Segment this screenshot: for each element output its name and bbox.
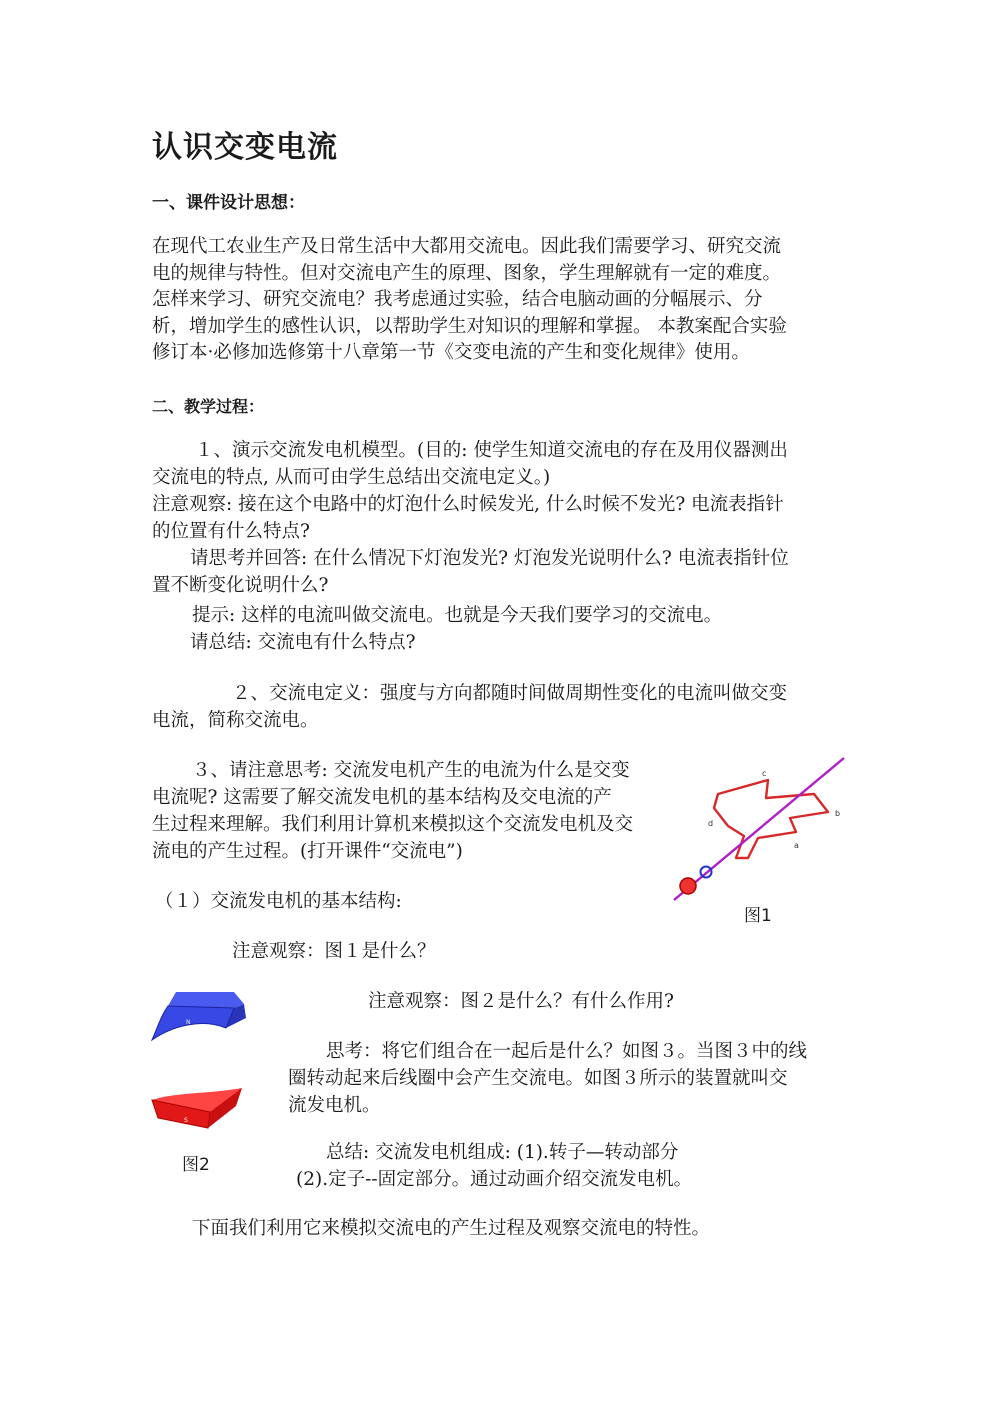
magnet-n-face: [152, 1006, 234, 1040]
magnet-n-label: N: [186, 1019, 191, 1026]
section1-line: 修订本·必修加选修第十八章第一节《交变电流的产生和变化规律》使用。: [152, 342, 750, 363]
structure-heading: （１）交流发电机的基本结构:: [155, 891, 402, 912]
section1-line: 在现代工农业生产及日常生活中大都用交流电。因此我们需要学习、研究交流: [152, 236, 782, 257]
step3-line: 电流呢? 这需要了解交流发电机的基本结构及交电流的产: [152, 787, 612, 808]
rotation-axis: [674, 758, 844, 900]
step1-line: 请总结: 交流电有什么特点?: [190, 632, 416, 653]
section2-heading: 二、教学过程：: [152, 397, 265, 416]
section1-line: 怎样来学习、研究交流电？我考虑通过实验，结合电脑动画的分幅展示、分: [152, 289, 763, 310]
figure2-drawing: [150, 988, 250, 1138]
summary-line: 总结: 交流发电机组成: (1).转子—转动部分: [326, 1142, 679, 1163]
figure1: [670, 750, 860, 925]
think-line: 思考：将它们组合在一起后是什么？如图３。当图３中的线: [326, 1041, 808, 1062]
slip-ring-red: [680, 878, 696, 894]
figure2-caption: 图2: [182, 1155, 210, 1175]
step1-line: １、演示交流发电机模型。(目的: 使学生知道交流电的存在及用仪器测出: [195, 440, 788, 461]
step2-line: 电流，简称交流电。: [152, 710, 319, 731]
figure1-caption: 图1: [744, 906, 772, 926]
coil-label-a: a: [794, 841, 799, 850]
summary-line: (2).定子--固定部分。通过动画介绍交流发电机。: [296, 1169, 693, 1190]
observe-figure1: 注意观察：图１是什么？: [232, 941, 436, 962]
step1-line: 置不断变化说明什么?: [152, 575, 329, 596]
section1-paragraph: [152, 234, 852, 367]
magnet-s-label: S: [184, 1117, 188, 1124]
magnet-n-top: [168, 992, 244, 1008]
step1-line: 提示: 这样的电流叫做交流电。也就是今天我们要学习的交流电。: [192, 605, 723, 626]
step3-line: 生过程来理解。我们利用计算机来模拟这个交流发电机及交: [152, 814, 634, 835]
think-line: 流发电机。: [288, 1095, 381, 1116]
page-title: 认识交变电流: [152, 130, 338, 165]
coil-label-d: d: [708, 819, 714, 828]
section1-heading: 一、课件设计思想：: [152, 193, 305, 213]
section1-line: 电的规律与特性。但对交流电产生的原理、图象，学生理解就有一定的难度。: [152, 262, 782, 284]
step1-line: 交流电的特点, 从而可由学生总结出交流电定义。): [152, 467, 551, 488]
section1-line: 析，增加学生的感性认识，以帮助学生对知识的理解和掌握。 本教案配合实验: [152, 315, 787, 337]
step2-line: ２、交流电定义：强度与方向都随时间做周期性变化的电流叫做交变: [232, 683, 788, 704]
step1-line: 请思考并回答: 在什么情况下灯泡发光? 灯泡发光说明什么? 电流表指针位: [190, 548, 789, 569]
step1-line: 的位置有什么特点?: [152, 521, 310, 542]
closing-line: 下面我们利用它来模拟交流电的产生过程及观察交流电的特性。: [192, 1218, 711, 1239]
think-line: 圈转动起来后线圈中会产生交流电。如图３所示的装置就叫交: [288, 1068, 788, 1089]
figure2: [150, 988, 250, 1138]
step3-line: ３、请注意思考: 交流发电机产生的电流为什么是交变: [192, 760, 630, 781]
step3-line: 流电的产生过程。(打开课件“交流电”): [152, 841, 463, 862]
coil-label-c: c: [762, 769, 767, 778]
coil-label-b: b: [835, 809, 841, 818]
step1-line: 注意观察: 接在这个电路中的灯泡什么时候发光, 什么时候不发光? 电流表指针: [152, 494, 784, 515]
figure1-drawing: [670, 750, 860, 925]
observe-figure2: 注意观察：图２是什么？有什么作用?: [368, 991, 674, 1012]
